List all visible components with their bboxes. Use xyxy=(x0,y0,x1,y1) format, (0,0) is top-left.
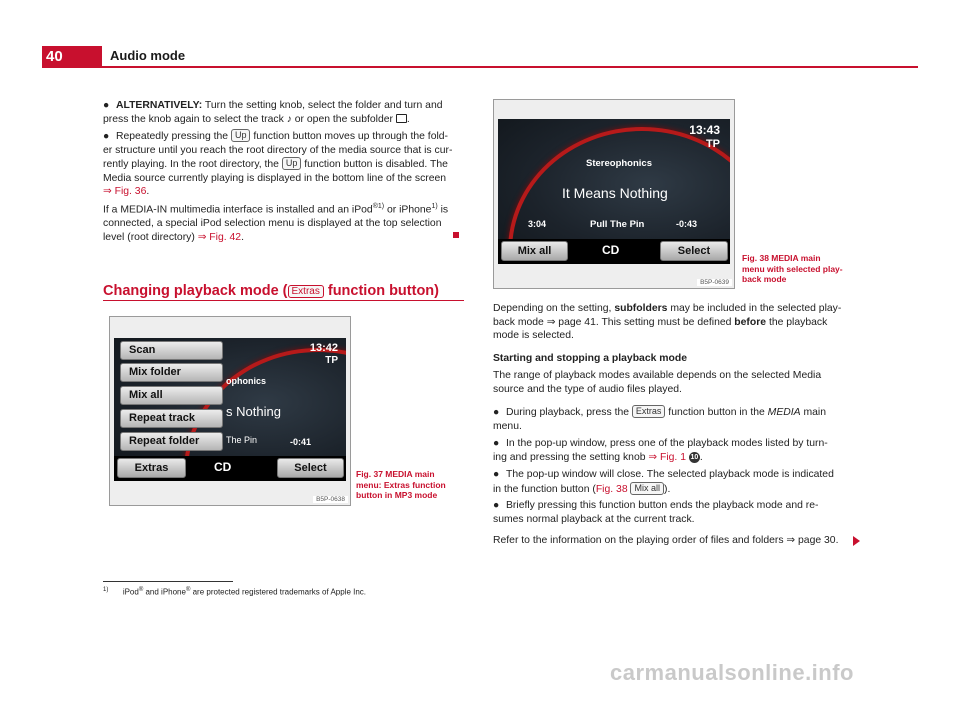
caption-line: menu with selected play- xyxy=(742,263,843,274)
tp-indicator: TP xyxy=(705,138,720,150)
text: ing and pressing the setting knob xyxy=(493,451,649,463)
select-button[interactable]: Select xyxy=(277,458,344,478)
text: menu. xyxy=(493,420,522,432)
bullet: ● xyxy=(493,469,500,480)
fig38-caption xyxy=(742,253,852,285)
text: If a MEDIA-IN multimedia interface is installed and an iPod xyxy=(103,204,373,216)
text: may be included in the selected play- xyxy=(667,303,842,314)
fig37-caption xyxy=(356,469,466,501)
menu-item-mix-all[interactable]: Mix all xyxy=(120,386,223,405)
paragraph-ipod xyxy=(103,200,473,244)
extras-button[interactable]: Extras xyxy=(117,458,186,478)
music-note-icon: ♪ xyxy=(286,113,292,125)
text: in the function button ( xyxy=(493,483,596,495)
bullet-extras xyxy=(493,405,873,433)
text: or open the subfolder xyxy=(291,113,396,125)
text: source and the type of audio files played. xyxy=(493,383,682,395)
heading-text: Changing playback mode ( xyxy=(103,283,288,299)
footnote-marker: 1) xyxy=(103,587,109,593)
text: main xyxy=(800,407,827,418)
paragraph-subfolders xyxy=(493,302,873,343)
text: or iPhone xyxy=(384,204,432,216)
page-number: 40 xyxy=(42,46,102,68)
bold-text: before xyxy=(734,316,767,328)
fig37-screen xyxy=(114,338,346,481)
text: level (root directory) xyxy=(103,231,198,243)
text: the playback xyxy=(766,316,828,328)
text: is xyxy=(437,204,449,216)
text: . xyxy=(406,113,410,125)
italic-text: MEDIA xyxy=(767,407,801,418)
text: rently playing. In the root directory, the xyxy=(103,159,282,171)
mix-all-key-label: Mix all xyxy=(630,482,664,495)
bullet-end xyxy=(493,499,873,526)
menu-item-mix-folder[interactable]: Mix folder xyxy=(120,363,223,382)
remaining-time: -0:41 xyxy=(290,437,312,447)
bullet-close xyxy=(493,468,873,496)
superscript: 1) xyxy=(431,203,438,210)
section-rule xyxy=(103,300,464,301)
caption-line: Fig. 38 MEDIA main xyxy=(742,253,821,263)
clock: 13:43 xyxy=(689,123,720,137)
select-button[interactable]: Select xyxy=(660,241,728,261)
continue-arrow-icon xyxy=(853,536,860,546)
menu-item-repeat-folder[interactable]: Repeat folder xyxy=(120,432,223,451)
mix-all-button[interactable]: Mix all xyxy=(501,241,568,261)
bold-text: subfolders xyxy=(614,303,668,314)
paragraph-alternatively xyxy=(103,99,473,126)
fig36-link[interactable]: ⇒ Fig. 36 xyxy=(103,186,147,198)
elapsed-time: 3:04 xyxy=(528,219,547,229)
text: The pop-up window will close. The selected playback mode is indicated xyxy=(506,469,834,480)
clock: 13:42 xyxy=(309,342,338,354)
text: During playback, press the xyxy=(506,407,632,418)
subheading-start-stop: Starting and stopping a playback mode xyxy=(493,353,687,364)
bullet: ● xyxy=(493,500,500,511)
text: function button moves up through the fold- xyxy=(250,131,449,142)
text: Turn the setting knob, select the folder and turn and xyxy=(202,100,443,111)
watermark: carmanualsonline.info xyxy=(610,660,854,685)
text: . xyxy=(241,231,244,243)
image-code: B5P-0638 xyxy=(313,496,348,503)
caption-line: button in MP3 mode xyxy=(356,490,438,500)
tp-indicator: TP xyxy=(325,355,338,366)
extras-key-label: Extras xyxy=(632,405,666,418)
text: . xyxy=(699,451,703,463)
superscript: ®1) xyxy=(372,203,385,210)
text: Media source currently playing is displayed in the bottom line of the screen xyxy=(103,172,447,184)
paragraph-up-button xyxy=(103,129,473,199)
up-key-label: Up xyxy=(282,157,302,170)
text: and iPhone xyxy=(143,587,186,597)
text: function button is disabled. The xyxy=(301,159,448,171)
caption-line: menu: Extras function xyxy=(356,479,446,490)
text: are protected registered trademarks of Apple Inc. xyxy=(190,587,367,597)
bullet: ● xyxy=(493,438,500,449)
menu-item-repeat-track[interactable]: Repeat track xyxy=(120,409,223,428)
album-name: Pull The Pin xyxy=(590,219,645,230)
bullet-popup xyxy=(493,437,873,464)
text: iPod xyxy=(122,587,139,597)
text: er structure until you reach the root directory of the media source that is cur- xyxy=(103,144,453,156)
lead-text: ALTERNATIVELY: xyxy=(116,100,203,111)
page-title: Audio mode xyxy=(110,48,186,63)
text: Briefly pressing this function button ends the playback mode and re- xyxy=(506,500,819,511)
bullet: ● xyxy=(103,131,110,142)
track-fragment: s Nothing xyxy=(226,404,281,419)
text: Depending on the setting, xyxy=(493,303,615,314)
heading-text: function button) xyxy=(323,283,439,299)
superscript: ® xyxy=(138,587,144,593)
text: In the pop-up window, press one of the playback modes listed by turn- xyxy=(506,438,828,449)
footnote-rule xyxy=(103,581,233,582)
fig42-link[interactable]: ⇒ Fig. 42 xyxy=(197,231,242,243)
knob-number-icon: 10 xyxy=(690,453,699,461)
artist-name: Stereophonics xyxy=(586,158,652,169)
superscript: ® xyxy=(185,587,191,593)
caption-line: Fig. 37 MEDIA main xyxy=(356,469,435,479)
bullet: ● xyxy=(493,407,500,418)
text: . xyxy=(146,186,150,198)
section-heading xyxy=(103,283,439,299)
text: sumes normal playback at the current track. xyxy=(493,513,695,525)
text: connected, a special iPod selection menu is displayed at the top selection xyxy=(103,218,442,230)
fig38-screen xyxy=(498,119,730,264)
text: back mode ⇒ page 41. This setting must be defined xyxy=(493,316,735,328)
text: ). xyxy=(664,483,671,495)
fig38-link[interactable]: Fig. 38 xyxy=(595,483,628,495)
album-fragment: The Pin xyxy=(226,435,258,445)
caption-line: back mode xyxy=(742,274,787,284)
fig38-screenshot xyxy=(493,99,735,289)
text: press the knob again to select the track xyxy=(103,113,287,125)
source-label: CD xyxy=(602,243,620,257)
text: Repeatedly pressing the xyxy=(116,131,231,142)
folder-icon xyxy=(396,114,407,123)
artist-fragment: ophonics xyxy=(226,376,266,386)
footnote xyxy=(103,587,366,597)
text: function button in the xyxy=(665,407,768,418)
paragraph-range xyxy=(493,369,873,396)
text: mode is selected. xyxy=(493,330,574,342)
menu-item-scan[interactable]: Scan xyxy=(120,341,223,360)
source-label: CD xyxy=(214,460,232,474)
paragraph-order: Refer to the information on the playing order of files and folders ⇒ page 30. xyxy=(493,535,839,546)
end-marker-icon xyxy=(453,232,459,238)
track-title: It Means Nothing xyxy=(562,185,668,201)
text: The range of playback modes available depends on the selected Media xyxy=(493,370,822,381)
header-rule xyxy=(102,66,918,68)
bullet: ● xyxy=(103,100,110,111)
fig1-link[interactable]: ⇒ Fig. 1 xyxy=(648,451,686,463)
extras-key-label: Extras xyxy=(288,285,324,298)
up-key-label: Up xyxy=(231,129,251,142)
remaining-time: -0:43 xyxy=(676,219,698,229)
image-code: B5P-0639 xyxy=(697,279,732,286)
fig37-screenshot xyxy=(109,316,351,506)
